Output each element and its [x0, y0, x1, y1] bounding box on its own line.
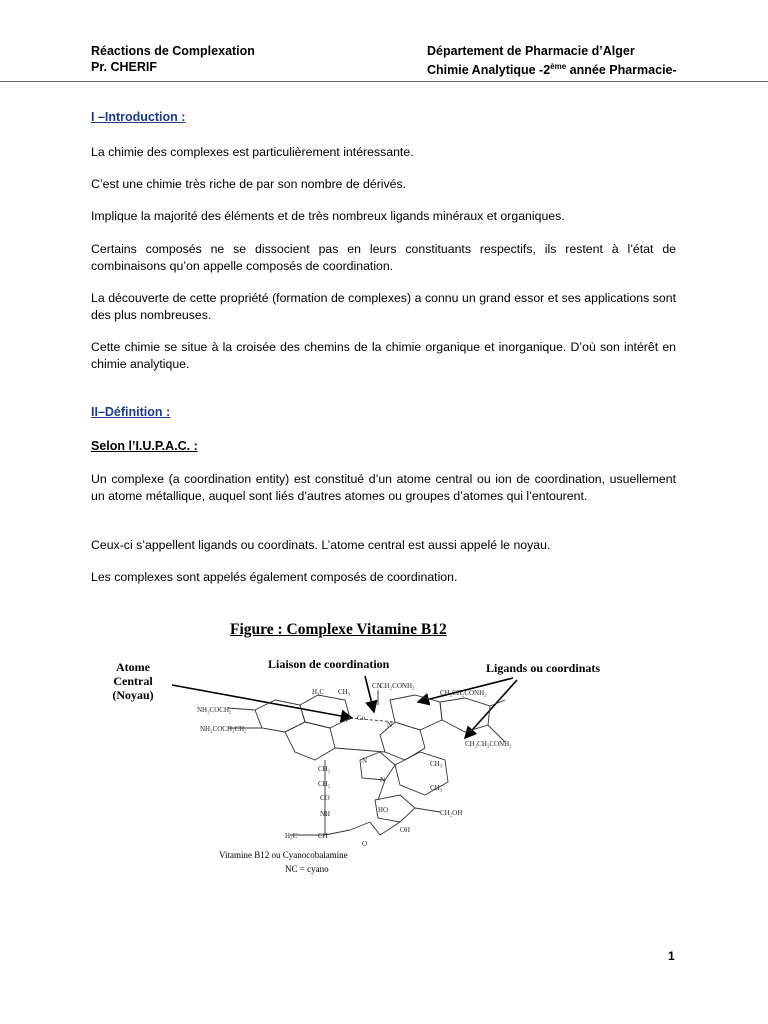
- svg-text:N: N: [362, 757, 368, 765]
- svg-text:N: N: [387, 721, 393, 729]
- svg-text:N: N: [343, 716, 349, 724]
- svg-text:CH₃: CH₃: [430, 760, 443, 768]
- atom-labels: [197, 682, 512, 848]
- svg-text:H₃C: H₃C: [285, 832, 298, 840]
- svg-text:NH₂COCH₂CH₂: NH₂COCH₂CH₂: [200, 725, 247, 733]
- svg-text:N: N: [380, 776, 386, 784]
- header-subject-sup: ème: [550, 62, 567, 71]
- svg-text:CH₂: CH₂: [318, 765, 331, 773]
- svg-text:CH₂CONH₂: CH₂CONH₂: [380, 682, 415, 690]
- svg-text:CH₃: CH₃: [338, 688, 351, 696]
- iupac-heading: Selon l’I.U.P.A.C. :: [91, 439, 198, 453]
- svg-text:CH₂CH₂CONH₂: CH₂CH₂CONH₂: [465, 740, 512, 748]
- svg-text:CH₂: CH₂: [318, 780, 331, 788]
- svg-text:CH: CH: [318, 832, 328, 840]
- intro-paragraph-3: Implique la majorité des éléments et de très nombreux ligands minéraux et organiques.: [91, 209, 565, 223]
- intro-paragraph-1: La chimie des complexes est particulièrement intéressante.: [91, 145, 414, 159]
- page-number: 1: [668, 949, 675, 963]
- label-central-atom-line2: Central: [113, 674, 153, 688]
- svg-text:NH: NH: [320, 810, 331, 818]
- svg-text:CH₂CH₂CONH₂: CH₂CH₂CONH₂: [440, 689, 487, 697]
- intro-paragraph-6: Cette chimie se situe à la croisée des chemins de la chimie organique et inorganique. D’où son intérêt en chimie analytique.: [91, 340, 676, 371]
- svg-text:CH₂OH: CH₂OH: [440, 809, 463, 817]
- label-central-atom-line1: Atome: [116, 660, 150, 674]
- svg-text:Co: Co: [357, 714, 366, 722]
- svg-text:CN: CN: [372, 682, 382, 690]
- svg-text:HO: HO: [378, 806, 389, 814]
- svg-text:OH: OH: [400, 826, 411, 834]
- svg-text:O: O: [362, 840, 368, 848]
- intro-paragraph-4: Certains composés ne se dissocient pas en leurs constituants respectifs, ils restent à l’état de combinaisons qu’on appelle composés de coordination.: [91, 242, 676, 273]
- intro-paragraph-5: La découverte de cette propriété (formation de complexes) a connu un grand essor et ses applications sont des plus nombreuses.: [91, 291, 676, 322]
- header-course-title: Réactions de Complexation: [91, 44, 255, 58]
- intro-paragraph-2: C’est une chimie très riche de par son nombre de dérivés.: [91, 177, 407, 191]
- header-subject-text: Chimie Analytique -2: [427, 63, 551, 78]
- figure-caption-name: Vitamine B12 ou Cyanocobalamine: [219, 850, 348, 860]
- definition-paragraph-1: Un complexe (a coordination entity) est constitué d’un atome central ou ion de coordination, usuellement un atome métallique, auquel sont liés d’autres atomes ou groupes d’atomes qui l’entourent.: [91, 472, 676, 503]
- label-central-atom-line3: (Noyau): [112, 688, 154, 702]
- definition-paragraph-3: Les complexes sont appelés également composés de coordination.: [91, 570, 458, 584]
- figure-caption-cyano: NC = cyano: [285, 864, 329, 874]
- svg-text:CO: CO: [320, 794, 330, 802]
- svg-text:H₃C: H₃C: [312, 688, 325, 696]
- svg-text:CH₃: CH₃: [430, 784, 443, 792]
- figure-title: Figure : Complexe Vitamine B12: [230, 621, 447, 638]
- svg-text:NH₂COCH₂: NH₂COCH₂: [197, 706, 232, 714]
- label-coordination-bond: Liaison de coordination: [268, 657, 390, 671]
- label-ligands: Ligands ou coordinats: [486, 661, 601, 675]
- header-author: Pr. CHERIF: [91, 60, 157, 74]
- header-department: Département de Pharmacie d’Alger: [427, 44, 635, 58]
- definition-paragraph-2: Ceux-ci s’appellent ligands ou coordinats. L’atome central est aussi appelé le noyau.: [91, 538, 551, 552]
- intro-heading: I –Introduction :: [91, 110, 186, 124]
- definition-heading: II–Définition :: [91, 405, 171, 419]
- header-subject-text-end: année Pharmacie-: [566, 63, 677, 78]
